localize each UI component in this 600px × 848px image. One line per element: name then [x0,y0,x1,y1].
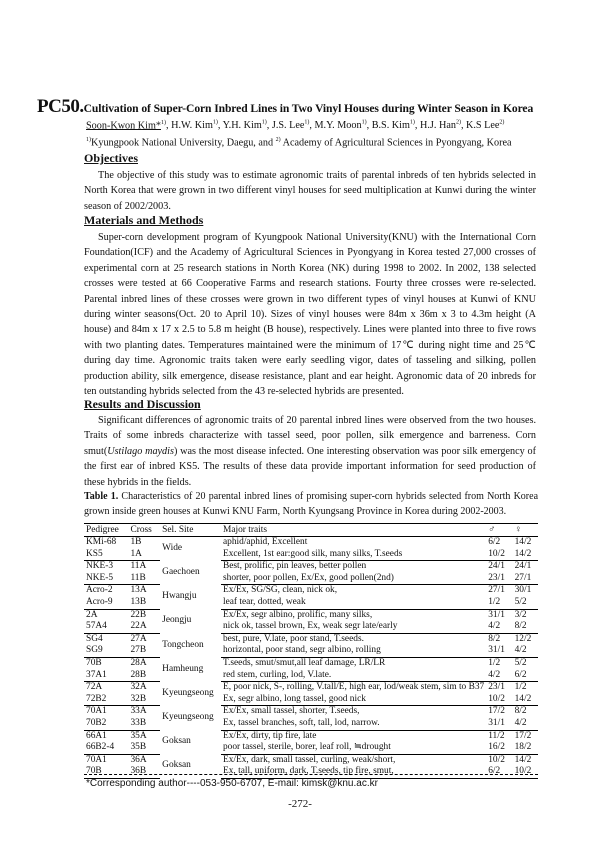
table-row [84,609,538,621]
cell-traits: Excellent, 1st ear:good silk, many silks, T.seeds [221,549,486,561]
cell-female: 17/2 [514,730,532,741]
cell-site: Tongcheon [162,639,204,650]
cell-pedigree: KS5 [84,549,128,561]
cell-site: Jeongju [162,615,192,626]
cell-traits: shorter, poor pollen, Ex/Ex, good pollen(2nd) [221,573,486,585]
cell-traits: nick ok, tassel brown, Ex, weak segr late/early [221,621,486,633]
cell-cross: 33B [128,718,160,730]
table-row [84,766,538,778]
table-row [84,633,538,645]
cell-traits: Best, prolific, pin leaves, better pollen [222,561,367,572]
cell-traits: Ex/Ex, dark, small tassel, curling, weak/short, [222,754,396,765]
cell-female: 1/2 [514,682,527,693]
cell-traits: aphid/aphid, Excellent [222,537,308,547]
cell-male: 10/2 [488,754,505,765]
cell-male: 16/2 [486,742,512,754]
author-name: J.S. Lee [271,120,305,132]
table-header-row [84,524,538,537]
table-row [84,657,538,669]
author-name: H.J. Han [420,120,456,132]
cell-pedigree: Acro-9 [84,597,128,609]
cell-cross: 36A [130,754,147,765]
cell-pedigree: Acro-2 [86,585,113,596]
author-affil-mark: 2) [499,120,505,126]
cell-traits: T.seeds, smut/smut,all leaf damage, LR/LR [222,657,386,668]
cell-male: 27/1 [488,585,505,596]
cell-traits: Ex, segr albino, long tassel, good nick [221,694,486,706]
col-site: Sel. Site [160,524,221,537]
author-affil-mark: 1) [409,120,415,126]
objectives-text: The objective of this study was to estimate agronomic traits of parental inbreds of ten hybrids selected in North Korea that were grown in two different vinyl houses for seed multiplication at Kunwi during the winter season of 2002/2003. [84,170,536,212]
cell-male: 23/1 [488,682,505,693]
cell-female: 8/2 [514,706,527,717]
cell-female: 14/2 [514,754,532,765]
cell-traits: horizontal, poor stand, segr albino, rolling [221,645,486,657]
cell-traits: Ex/Ex, small tassel, shorter, T.seeds, [222,706,360,717]
cell-female: 10/2 [513,766,538,778]
cell-cross: 36B [128,766,160,778]
cell-female: 6/2 [513,670,538,682]
results-text: Significant differences of agronomic traits of 20 parental inbred lines were observed from the two houses. Traits of some inbreds characterize with tassel seed, poor pollen, silk emergence and barreness. Corn smut(Ustilago maydis) was the most disease infected. One interesting observation was poor silk emergency of the first ear of inbred KS5. The results of these data provide important information for seed production of these hybrids in the fields. [84,415,536,488]
cell-pedigree: 37A1 [84,670,128,682]
cell-female: 18/2 [513,742,538,754]
cell-male: 24/1 [488,561,505,572]
cell-pedigree: 66B2-4 [84,742,128,754]
cell-site: Hamheung [162,663,204,674]
cell-traits: Ex, tassel branches, soft, tall, lod, narrow. [221,718,486,730]
author-affil-mark: 1) [261,120,267,126]
cell-female: 8/2 [513,621,538,633]
table-row [84,537,538,549]
cell-pedigree: KMi-68 [86,537,117,547]
cell-traits: red stem, curling, lod, V.late. [221,670,486,682]
cell-traits: Ex/Ex, segr albino, prolific, many silks, [222,609,373,620]
author-name: K.S Lee [466,120,500,132]
cell-female: 30/1 [514,585,532,596]
table-row [84,742,538,754]
cell-male: 11/2 [488,730,505,741]
cell-traits: Ex/Ex, dirty, tip fire, late [222,730,317,741]
page-number: -272- [288,798,312,810]
cell-male: 4/2 [486,621,512,633]
author-name: M.Y. Moon [314,120,362,132]
table-row [84,597,538,609]
cell-pedigree: 70A1 [86,706,107,717]
cell-female: 14/2 [513,549,538,561]
author-affil-mark: 1) [212,120,218,126]
cell-pedigree: NKE-5 [84,573,128,585]
cell-pedigree: 72B2 [84,694,128,706]
cell-female: 4/2 [513,645,538,657]
table-row [84,561,538,573]
footer-divider [84,774,538,775]
cell-male: 10/2 [486,694,512,706]
cell-pedigree: 2A [86,609,98,620]
cell-pedigree: 70B [84,766,128,778]
cell-female: 4/2 [513,718,538,730]
cell-pedigree: 57A4 [84,621,128,633]
cell-cross: 13A [130,585,147,596]
cell-cross: 28A [130,657,147,668]
affiliation: $^{1)}$Kyungpook National University, Daegu, and $^{2)}$ Academy of Agricultural Sciences in Pyongyang, Korea [86,137,512,149]
col-pedigree: Pedigree [84,524,128,537]
cell-pedigree: SG9 [84,645,128,657]
cell-cross: 27A [130,633,147,644]
cell-traits: leaf tear, dotted, weak [221,597,486,609]
co-authors: , H.W. Kim$^{1)}$, Y.H. Kim$^{1)}$, J.S. Lee$^{1)}$, M.Y. Moon$^{1)}$, B.S. Kim$^{1)}$, H.J. Han$^{2)}$, K.S Lee$^{2)}$ [166,120,505,132]
cell-cross: 32B [128,694,160,706]
cell-traits: Ex, tall, uniform, dark, T.seeds, tip fire, smut, [221,766,486,778]
cell-female: 3/2 [514,609,527,620]
col-cross: Cross [128,524,160,537]
cell-site: Goksan [162,736,191,747]
cell-female: 14/2 [514,537,532,547]
cell-cross: 1B [130,537,142,547]
cell-site: Kyeungseong [162,712,214,723]
cell-cross: 27B [128,645,160,657]
cell-female: 14/2 [513,694,538,706]
species-name: Ustilago maydis [107,445,174,457]
cell-cross: 32A [130,682,147,693]
table-body [84,537,538,779]
table-row [84,585,538,597]
cell-cross: 22B [130,609,147,620]
cell-female: 12/2 [514,633,532,644]
cell-male: 6/2 [488,537,501,547]
author-name: H.W. Kim [171,120,213,132]
title-row [37,96,577,118]
cell-cross: 22A [128,621,160,633]
author-name: Y.H. Kim [222,120,262,132]
paper-title: Cultivation of Super-Corn Inbred Lines in Two Vinyl Houses during Winter Season in Korea [83,102,534,115]
table-row [84,573,538,585]
cell-male: 10/2 [486,549,512,561]
table-row [84,645,538,657]
objectives-heading: Objectives [84,151,138,165]
cell-pedigree: 70A1 [86,754,107,765]
col-female: ♀ [513,524,538,537]
table-row [84,754,538,766]
cell-pedigree: NKE-3 [86,561,114,572]
cell-pedigree: 72A [86,682,103,693]
author-affil-mark: 1) [304,120,310,126]
table-row [84,730,538,742]
author-name: B.S. Kim [371,120,410,132]
cell-pedigree: 70B [86,657,102,668]
cell-site: Kyeungseong [162,687,214,698]
cell-cross: 35A [130,730,147,741]
cell-traits: Ex/Ex, SG/SG, clean, nick ok, [222,585,338,596]
cell-male: 31/1 [488,609,505,620]
traits-table [84,523,538,779]
cell-site: Wide [162,543,183,554]
cell-site: Goksan [162,760,191,771]
cell-pedigree: 70B2 [84,718,128,730]
col-male: ♂ [486,524,512,537]
cell-male: 31/1 [486,645,512,657]
cell-cross: 11B [128,573,160,585]
cell-traits: poor tassel, sterile, borer, leaf roll, ≒drought [221,742,486,754]
table-row [84,694,538,706]
table-row [84,706,538,718]
cell-female: 5/2 [513,597,538,609]
corresponding-author: *Corresponding author----053-950-6707, E-mail: kimsk@knu.ac.kr [86,778,378,789]
cell-male: 6/2 [486,766,512,778]
cell-female: 27/1 [513,573,538,585]
author-affil-mark: 2) [455,120,461,126]
table-label: Table 1. [84,491,119,502]
cell-male: 17/2 [488,706,505,717]
cell-traits: E, poor nick, S-, rolling, V.tall/E, high ear, lod/weak stem, sim to B37 [222,682,485,693]
cell-male: 31/1 [486,718,512,730]
cell-pedigree: 66A1 [86,730,107,741]
abstract-code: PC50. [37,96,84,117]
author-affil-mark: 1) [361,120,367,126]
cell-site: Gaechoen [162,566,200,577]
cell-male: 1/2 [488,657,501,668]
cell-male: 23/1 [486,573,512,585]
cell-cross: 1A [128,549,160,561]
results-heading: Results and Discussion [84,397,201,411]
cell-traits: best, pure, V.late, poor stand, T.seeds. [222,633,364,644]
cell-male: 4/2 [486,670,512,682]
first-author: Soon-Kwon Kim* [86,120,161,132]
cell-cross: 35B [128,742,160,754]
cell-pedigree: SG4 [86,633,103,644]
author-list: Soon-Kwon Kim*$^{1)}$, H.W. Kim$^{1)}$, Y.H. Kim$^{1)}$, J.S. Lee$^{1)}$, M.Y. Moon$^{1)}$, B.S. Kim$^{1)}$, H.J. Han$^{2)}$, K.S Lee$^{2)}$ [86,120,505,132]
cell-cross: 11A [130,561,147,572]
cell-male: 1/2 [486,597,512,609]
methods-heading: Materials and Methods [84,213,204,227]
col-traits: Major traits [221,524,486,537]
cell-female: 5/2 [514,657,527,668]
cell-male: 8/2 [488,633,501,644]
table-row [84,718,538,730]
cell-cross: 13B [128,597,160,609]
cell-female: 24/1 [514,561,532,572]
table-row [84,549,538,561]
table-row [84,682,538,694]
cell-cross: 33A [130,706,147,717]
table-row [84,670,538,682]
methods-text: Super-corn development program of Kyungpook National University(KNU) with the International Corn Foundation(ICF) and the Academy of Agricultural Sciences in Pyongyang in Korea tested 27,000 crosses of experimental corn at 25 research stations in North Korea (NK) during 1998 to 2002. In 2002, 138 selected crosses were tested at 66 Cooperative Farms and research stations. Fourty three crosses were re-selected. Parental inbred lines of these crosses were grown in two different types of vinyl houses at Kunwi of KNU during winter seasons(Oct. 20 to April 10). Sizes of vinyl houses were 84m x 36m x 3 to 4.3m height (A house) and 84m x 17 x 2.5 to 5.8 m height (B house), respectively. Lines were planted into three to five rows with two planting dates. Temperatures maintained were the minimum of 17℃ during night time and 25℃ during day time. Agronomic traits taken were early seedling vigor, dates of tasseling and silking, pollen production ability, silk emergence, disease resistance, plant and ear height. Agronomic data of 20 inbreds for ten outstanding hybrids selected from the 43 re-selected hybrids are presented. [84,232,536,398]
cell-site: Hwangju [162,591,197,602]
table-row [84,621,538,633]
cell-cross: 28B [128,670,160,682]
table-caption: Table 1. Characteristics of 20 parental inbred lines of promising super-corn hybrids selected from North Korea grown inside green houses at Kunwi KNU Farm, North Kyungsang Province in Korea during 2002-2003. [84,491,539,517]
